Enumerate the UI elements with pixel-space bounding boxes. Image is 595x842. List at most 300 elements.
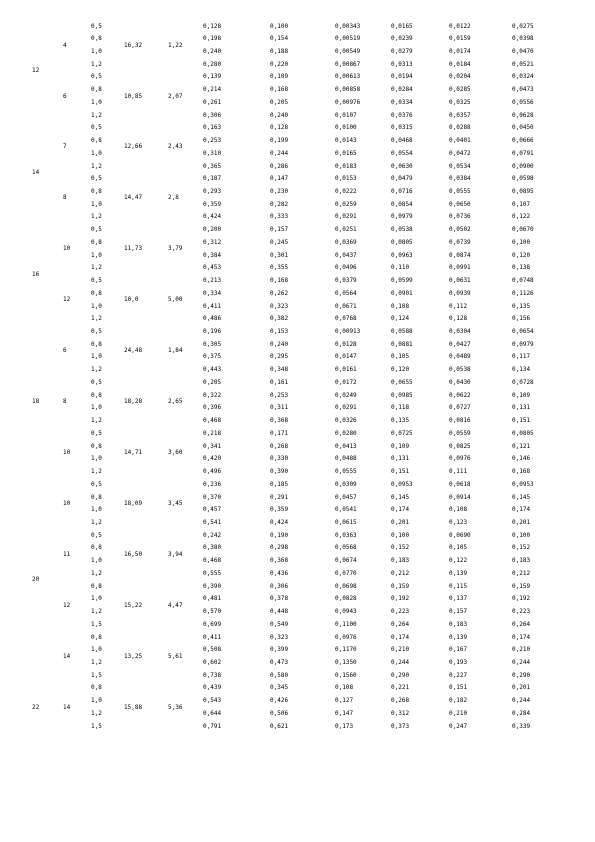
table-cell: 0,738	[203, 671, 222, 679]
table-cell: 0,0204	[449, 73, 471, 81]
table-cell: 0,0326	[335, 417, 357, 425]
table-cell: 0,380	[203, 544, 222, 552]
table-cell: 0,171	[270, 429, 289, 437]
group-cell: 12,66	[124, 143, 143, 151]
table-cell: 0,196	[203, 328, 222, 336]
table-cell: 0,290	[391, 671, 410, 679]
table-cell: 0,424	[270, 518, 289, 526]
table-cell: 1,0	[91, 557, 102, 565]
table-cell: 0,183	[512, 557, 531, 565]
group-cell: 2,65	[168, 398, 183, 406]
table-cell: 0,8	[91, 289, 102, 297]
table-cell: 0,8	[91, 582, 102, 590]
table-cell: 0,0172	[335, 378, 357, 386]
group-cell: 18,28	[124, 398, 143, 406]
table-cell: 0,0991	[449, 264, 471, 272]
table-cell: 0,0728	[512, 378, 534, 386]
table-cell: 0,244	[512, 697, 531, 705]
table-cell: 0,168	[270, 86, 289, 94]
table-cell: 0,0874	[449, 251, 471, 259]
table-cell: 0,159	[391, 582, 410, 590]
table-cell: 0,157	[449, 608, 468, 616]
table-cell: 0,268	[391, 697, 410, 705]
table-cell: 0,0654	[512, 328, 534, 336]
table-cell: 0,1100	[335, 620, 357, 628]
table-cell: 0,109	[270, 73, 289, 81]
table-cell: 0,0496	[335, 264, 357, 272]
group-cell: 3,60	[168, 448, 183, 456]
table-cell: 0,0564	[335, 289, 357, 297]
table-cell: 0,0165	[391, 22, 413, 30]
table-cell: 0,0502	[449, 226, 471, 234]
table-cell: 1,0	[91, 506, 102, 514]
table-cell: 0,173	[335, 722, 354, 730]
group-cell: 10,85	[124, 92, 143, 100]
table-cell: 0,0521	[512, 60, 534, 68]
first-col-cell: 12	[32, 67, 40, 75]
table-cell: 0,0538	[391, 226, 413, 234]
table-cell: 0,355	[270, 264, 289, 272]
table-cell: 0,0901	[391, 289, 413, 297]
table-cell: 0,156	[512, 315, 531, 323]
table-cell: 0,486	[203, 315, 222, 323]
table-cell: 0,0976	[335, 633, 357, 641]
table-cell: 0,146	[512, 455, 531, 463]
table-cell: 0,282	[270, 200, 289, 208]
table-cell: 0,0554	[391, 149, 413, 157]
table-cell: 0,168	[270, 277, 289, 285]
table-cell: 0,0251	[335, 226, 357, 234]
group-cell: 12	[63, 601, 71, 609]
table-cell: 0,339	[512, 722, 531, 730]
table-cell: 0,122	[512, 213, 531, 221]
table-cell: 0,0628	[512, 111, 534, 119]
table-cell: 1,0	[91, 697, 102, 705]
table-cell: 0,109	[391, 442, 410, 450]
table-cell: 0,0288	[449, 124, 471, 132]
table-cell: 0,0100	[335, 124, 357, 132]
table-cell: 0,00549	[335, 47, 361, 55]
table-cell: 1,0	[91, 200, 102, 208]
table-cell: 0,0534	[449, 162, 471, 170]
table-cell: 0,0309	[335, 480, 357, 488]
table-cell: 0,8	[91, 544, 102, 552]
table-cell: 0,8	[91, 238, 102, 246]
group-cell: 3,45	[168, 499, 183, 507]
table-cell: 0,0816	[449, 417, 471, 425]
table-cell: 0,284	[512, 709, 531, 717]
table-cell: 0,117	[512, 353, 531, 361]
table-cell: 0,0479	[391, 175, 413, 183]
table-cell: 0,108	[391, 302, 410, 310]
table-cell: 0,424	[203, 213, 222, 221]
table-cell: 1,2	[91, 659, 102, 666]
table-cell: 0,280	[203, 60, 222, 68]
table-cell: 0,242	[203, 531, 222, 539]
table-cell: 0,323	[270, 633, 289, 641]
table-cell: 0,0666	[512, 137, 534, 145]
table-cell: 0,305	[203, 340, 222, 348]
table-cell: 0,147	[335, 709, 354, 717]
table-cell: 0,0768	[335, 315, 357, 323]
table-cell: 0,0107	[335, 111, 357, 119]
table-cell: 0,5	[91, 480, 102, 488]
table-cell: 0,212	[391, 569, 410, 577]
table-cell: 0,8	[91, 340, 102, 348]
table-cell: 0,0736	[449, 213, 471, 221]
table-cell: 0,240	[203, 47, 222, 55]
table-cell: 1,2	[91, 518, 102, 526]
table-cell: 0,330	[270, 455, 289, 463]
table-cell: 1,5	[91, 722, 102, 730]
table-cell: 1,0	[91, 47, 102, 55]
table-cell: 0,174	[512, 506, 531, 514]
group-cell: 5,36	[168, 703, 183, 711]
group-cell: 3,94	[168, 550, 183, 558]
table-cell: 0,0376	[391, 111, 413, 119]
table-cell: 0,457	[203, 506, 222, 514]
table-cell: 0,0555	[449, 187, 471, 195]
table-cell: 0,190	[270, 531, 289, 539]
table-cell: 0,0468	[391, 137, 413, 145]
table-cell: 0,151	[391, 468, 410, 476]
group-cell: 15,22	[124, 601, 143, 609]
table-cell: 0,8	[91, 86, 102, 94]
table-cell: 0,0284	[391, 86, 413, 94]
table-cell: 0,311	[270, 404, 289, 412]
table-cell: 0,699	[203, 620, 222, 628]
table-cell: 0,131	[512, 404, 531, 412]
table-cell: 0,0147	[335, 353, 357, 361]
table-cell: 0,496	[203, 468, 222, 476]
table-cell: 0,8	[91, 187, 102, 195]
table-cell: 0,396	[203, 404, 222, 412]
table-cell: 0,1560	[335, 671, 357, 679]
group-cell: 3,79	[168, 245, 183, 253]
table-cell: 0,8	[91, 137, 102, 145]
table-cell: 0,0805	[391, 238, 413, 246]
table-cell: 0,420	[203, 455, 222, 463]
table-cell: 0,0631	[449, 277, 471, 285]
table-cell: 0,192	[512, 595, 531, 603]
group-cell: 10	[63, 499, 71, 507]
table-cell: 0,0953	[391, 480, 413, 488]
table-cell: 0,205	[203, 378, 222, 386]
table-cell: 0,139	[203, 73, 222, 81]
group-cell: 10	[63, 448, 71, 456]
table-cell: 0,154	[270, 35, 289, 43]
table-cell: 1,5	[91, 671, 102, 679]
table-cell: 0,0895	[512, 187, 534, 195]
table-cell: 0,0470	[512, 47, 534, 55]
table-cell: 0,0313	[391, 60, 413, 68]
table-cell: 0,159	[512, 582, 531, 590]
table-cell: 0,373	[391, 722, 410, 730]
table-cell: 0,185	[270, 480, 289, 488]
table-cell: 0,436	[270, 569, 289, 577]
table-cell: 0,0828	[335, 595, 357, 603]
table-cell: 0,214	[203, 86, 222, 94]
table-cell: 0,0854	[391, 200, 413, 208]
table-cell: 0,223	[512, 608, 531, 616]
table-cell: 0,139	[449, 633, 468, 641]
table-cell: 0,174	[391, 506, 410, 514]
group-cell: 6	[63, 92, 67, 100]
table-cell: 0,0249	[335, 391, 357, 399]
table-cell: 0,105	[449, 544, 468, 552]
table-cell: 0,0165	[335, 149, 357, 157]
table-cell: 0,506	[270, 709, 289, 717]
table-cell: 0,121	[512, 442, 531, 450]
table-cell: 0,0914	[449, 493, 471, 501]
group-cell: 4	[63, 41, 67, 49]
table-cell: 0,0143	[335, 137, 357, 145]
table-cell: 0,198	[203, 35, 222, 43]
table-cell: 1,0	[91, 302, 102, 310]
table-cell: 0,0979	[391, 213, 413, 221]
table-cell: 0,244	[270, 149, 289, 157]
table-cell: 0,236	[203, 480, 222, 488]
table-cell: 0,5	[91, 429, 102, 437]
table-cell: 0,322	[203, 391, 222, 399]
table-cell: 0,0618	[449, 480, 471, 488]
table-cell: 0,200	[203, 226, 222, 234]
table-cell: 0,127	[335, 697, 354, 705]
table-cell: 0,0670	[512, 226, 534, 234]
table-cell: 0,345	[270, 684, 289, 692]
table-cell: 0,382	[270, 315, 289, 323]
group-cell: 8	[63, 398, 67, 406]
table-cell: 0,8	[91, 35, 102, 43]
table-cell: 0,0363	[335, 531, 357, 539]
table-cell: 0,0985	[391, 391, 413, 399]
table-cell: 0,0159	[449, 35, 471, 43]
table-cell: 0,253	[203, 137, 222, 145]
table-cell: 0,0727	[449, 404, 471, 412]
group-cell: 14	[63, 652, 71, 660]
group-cell: 10,0	[124, 296, 139, 304]
table-cell: 0,0450	[512, 124, 534, 132]
table-cell: 0,334	[203, 289, 222, 297]
table-cell: 0,644	[203, 709, 222, 717]
table-cell: 0,333	[270, 213, 289, 221]
table-cell: 1,2	[91, 60, 102, 68]
table-cell: 0,0489	[449, 353, 471, 361]
table-cell: 0,109	[512, 391, 531, 399]
table-cell: 0,0280	[335, 429, 357, 437]
table-cell: 0,135	[391, 417, 410, 425]
table-cell: 0,174	[391, 633, 410, 641]
table-cell: 0,253	[270, 391, 289, 399]
table-cell: 1,2	[91, 162, 102, 170]
table-cell: 0,0183	[335, 162, 357, 170]
table-cell: 1,0	[91, 251, 102, 259]
table-cell: 0,152	[512, 544, 531, 552]
table-cell: 0,120	[512, 251, 531, 259]
table-cell: 0,00867	[335, 60, 361, 68]
table-cell: 0,570	[203, 608, 222, 616]
table-cell: 0,0943	[335, 608, 357, 616]
table-cell: 0,00976	[335, 98, 361, 106]
table-cell: 0,00343	[335, 22, 361, 30]
table-cell: 0,137	[449, 595, 468, 603]
table-cell: 0,312	[391, 709, 410, 717]
table-cell: 0,182	[449, 697, 468, 705]
table-cell: 0,151	[512, 417, 531, 425]
table-cell: 0,0291	[335, 404, 357, 412]
table-cell: 0,0568	[335, 544, 357, 552]
table-cell: 0,384	[203, 251, 222, 259]
table-cell: 0,481	[203, 595, 222, 603]
table-cell: 0,543	[203, 697, 222, 705]
table-cell: 0,131	[391, 455, 410, 463]
table-cell: 0,290	[512, 671, 531, 679]
table-cell: 0,151	[449, 684, 468, 692]
group-cell: 8	[63, 194, 67, 202]
table-cell: 0,192	[391, 595, 410, 603]
table-cell: 0,359	[270, 506, 289, 514]
table-cell: 0,0194	[391, 73, 413, 81]
first-col-cell: 22	[32, 703, 40, 711]
table-cell: 0,128	[449, 315, 468, 323]
table-cell: 0,00519	[335, 35, 361, 43]
table-cell: 0,240	[270, 111, 289, 119]
table-cell: 1,0	[91, 595, 102, 603]
table-cell: 0,108	[335, 684, 354, 692]
table-cell: 1,2	[91, 608, 102, 616]
group-cell: 5,61	[168, 652, 183, 660]
table-cell: 0,411	[203, 633, 222, 641]
table-cell: 0,0279	[391, 47, 413, 55]
group-cell: 14	[63, 703, 71, 711]
group-cell: 1,22	[168, 41, 183, 49]
table-cell: 0,306	[203, 111, 222, 119]
table-cell: 0,188	[270, 47, 289, 55]
table-cell: 0,187	[203, 175, 222, 183]
table-cell: 0,0174	[449, 47, 471, 55]
table-cell: 0,201	[391, 518, 410, 526]
table-cell: 0,0122	[449, 22, 471, 30]
table-cell: 0,8	[91, 684, 102, 692]
table-cell: 0,293	[203, 187, 222, 195]
table-cell: 0,163	[203, 124, 222, 132]
table-cell: 1,0	[91, 404, 102, 412]
table-cell: 0,0671	[335, 302, 357, 310]
table-cell: 0,262	[270, 289, 289, 297]
table-cell: 0,8	[91, 442, 102, 450]
table-cell: 0,286	[270, 162, 289, 170]
table-cell: 0,378	[270, 595, 289, 603]
table-cell: 0,0239	[391, 35, 413, 43]
table-cell: 0,174	[512, 633, 531, 641]
table-cell: 0,365	[203, 162, 222, 170]
table-cell: 0,227	[449, 671, 468, 679]
group-cell: 16,32	[124, 41, 143, 49]
table-cell: 0,105	[391, 353, 410, 361]
table-cell: 0,0291	[335, 213, 357, 221]
table-cell: 0,247	[449, 722, 468, 730]
table-cell: 1,2	[91, 366, 102, 374]
table-cell: 0,508	[203, 646, 222, 654]
table-cell: 0,368	[270, 557, 289, 565]
table-cell: 1,2	[91, 709, 102, 717]
table-cell: 0,549	[270, 620, 289, 628]
group-cell: 15,88	[124, 703, 143, 711]
table-cell: 0,0285	[449, 86, 471, 94]
table-cell: 0,0655	[391, 378, 413, 386]
table-cell: 0,0630	[391, 162, 413, 170]
table-cell: 0,8	[91, 633, 102, 641]
table-cell: 0,0556	[512, 98, 534, 106]
table-cell: 0,580	[270, 671, 289, 679]
table-cell: 0,348	[270, 366, 289, 374]
table-cell: 0,268	[270, 442, 289, 450]
table-cell: 0,100	[270, 22, 289, 30]
table-cell: 0,0128	[335, 340, 357, 348]
table-cell: 0,791	[203, 722, 222, 730]
table-cell: 0,291	[270, 493, 289, 501]
table-cell: 0,213	[203, 277, 222, 285]
table-cell: 0,167	[449, 646, 468, 654]
table-cell: 0,218	[203, 429, 222, 437]
table-cell: 0,110	[391, 264, 410, 272]
table-cell: 0,1350	[335, 659, 357, 666]
table-cell: 0,221	[391, 684, 410, 692]
group-cell: 10	[63, 245, 71, 253]
table-cell: 0,0334	[391, 98, 413, 106]
table-cell: 0,443	[203, 366, 222, 374]
table-cell: 0,100	[391, 531, 410, 539]
table-cell: 0,368	[270, 417, 289, 425]
table-cell: 0,0275	[512, 22, 534, 30]
table-cell: 0,602	[203, 659, 222, 666]
table-cell: 0,359	[203, 200, 222, 208]
group-cell: 4,47	[168, 601, 183, 609]
table-cell: 0,122	[449, 557, 468, 565]
table-cell: 0,100	[512, 238, 531, 246]
table-cell: 0,0588	[391, 328, 413, 336]
group-cell: 2,43	[168, 143, 183, 151]
table-cell: 0,128	[203, 22, 222, 30]
group-cell: 18,09	[124, 499, 143, 507]
table-cell: 0,312	[203, 238, 222, 246]
table-cell: 1,0	[91, 98, 102, 106]
table-cell: 0,138	[512, 264, 531, 272]
table-cell: 0,621	[270, 722, 289, 730]
table-cell: 1,2	[91, 315, 102, 323]
table-cell: 0,0325	[449, 98, 471, 106]
table-cell: 0,161	[270, 378, 289, 386]
table-cell: 0,5	[91, 277, 102, 285]
table-cell: 0,134	[512, 366, 531, 374]
table-cell: 1,2	[91, 417, 102, 425]
table-cell: 0,0825	[449, 442, 471, 450]
table-cell: 1,2	[91, 468, 102, 476]
table-cell: 0,0437	[335, 251, 357, 259]
table-cell: 0,0622	[449, 391, 471, 399]
table-cell: 0,0716	[391, 187, 413, 195]
first-col-cell: 20	[32, 576, 40, 584]
group-cell: 1,84	[168, 347, 183, 355]
table-cell: 0,118	[391, 404, 410, 412]
group-cell: 7	[63, 143, 67, 151]
table-cell: 0,0748	[512, 277, 534, 285]
table-cell: 0,468	[203, 557, 222, 565]
table-cell: 0,399	[270, 646, 289, 654]
table-cell: 0,220	[270, 60, 289, 68]
table-cell: 0,0698	[335, 582, 357, 590]
table-cell: 0,0259	[335, 200, 357, 208]
